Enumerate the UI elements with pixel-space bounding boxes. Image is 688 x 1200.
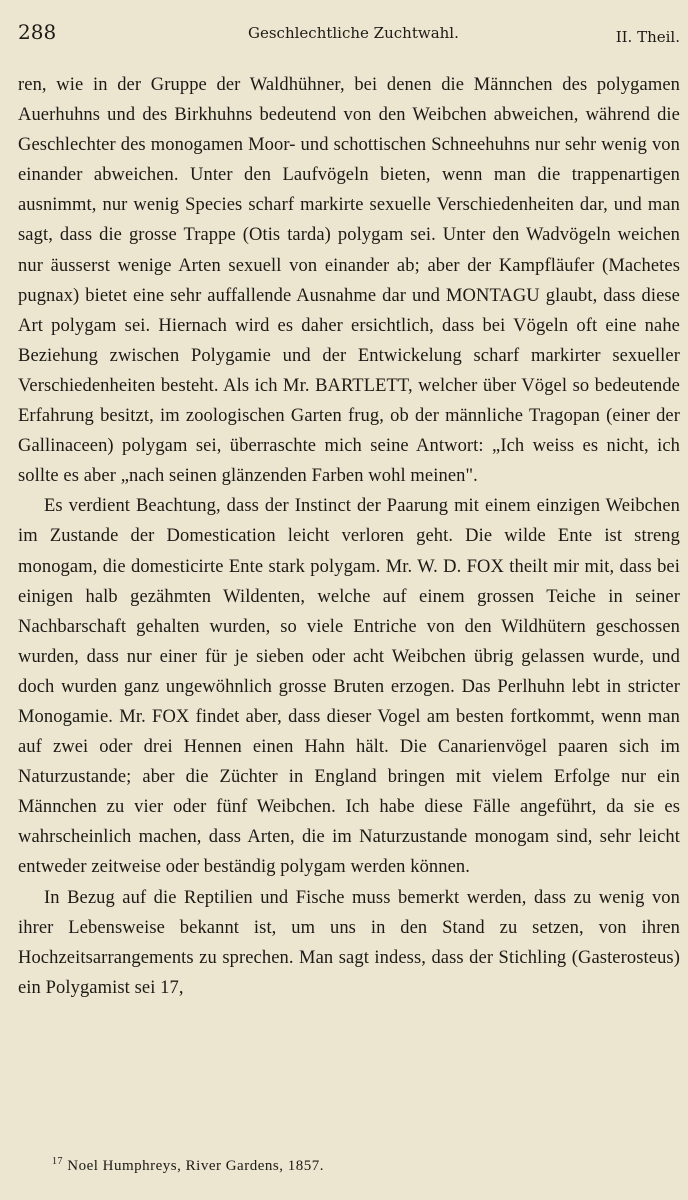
footnote-text: Noel Humphreys, River Gardens, 1857. xyxy=(67,1158,324,1174)
part-label: II. Theil. xyxy=(615,28,680,46)
page-number: 288 xyxy=(18,20,57,44)
footnote-marker: 17 xyxy=(52,1156,63,1167)
page-header xyxy=(18,20,680,50)
paragraph-3: In Bezug auf die Reptilien und Fische muss bemerkt werden, dass zu wenig von ihrer Lebensweise bekannt ist, um uns in den Stand zu setzen, von ihren Hochzeitsarrangements zu sprechen. Man sagt indess, dass der Stichling (Gasterosteus) ein Polygamist sei 17, xyxy=(18,887,680,998)
footnote xyxy=(52,1156,324,1175)
paragraph-2: Es verdient Beachtung, dass der Instinct der Paarung mit einem einzigen Weibchen im Zustande der Domestication leicht verloren geht. Die wilde Ente ist streng monogam, die domesticirte Ente stark polygam. Mr. W. D. FOX theilt mir mit, dass bei einigen halb gezähmten Wildenten, welche auf einem grossen Teiche in seiner Nachbarschaft gehalten wurden, so viele Entriche von den Wildhütern geschossen wurden, dass nur einer für je sieben oder acht Weibchen übrig gelassen wurde, und doch wurden ganz ungewöhnlich grosse Bruten erzogen. Das Perlhuhn lebt in stricter Monogamie. Mr. FOX findet aber, dass dieser Vogel am besten fortkommt, wenn man auf zwei oder drei Hennen einen Hahn hält. Die Canarienvögel paaren sich im Naturzustande; aber die Züchter in England bringen mit vielem Erfolge nur ein Männchen zu vier oder fünf Weibchen. Ich habe diese Fälle angeführt, da sie es wahrscheinlich machen, dass Arten, die im Naturzustande monogam sind, sehr leicht entweder zeitweise oder beständig polygam werden können. xyxy=(18,496,680,878)
running-title: Geschlechtliche Zuchtwahl. xyxy=(248,24,459,42)
paragraph-1: ren, wie in der Gruppe der Waldhühner, bei denen die Männchen des polygamen Auerhuhns und des Birkhuhns bedeutend von den Weibchen abweichen, während die Geschlechter des monogamen Moor- und schottischen Schneehuhns nur sehr wenig von einander abweichen. Unter den Laufvögeln bieten, wenn man die trappenartigen ausnimmt, nur wenig Species scharf markirte sexuelle Verschiedenheiten dar, und man sagt, dass die grosse Trappe (Otis tarda) polygam sei. Unter den Wadvögeln weichen nur äusserst wenige Arten sexuell von einander ab; aber der Kampfläufer (Machetes pugnax) bietet eine sehr auffallende Ausnahme dar und MONTAGU glaubt, dass diese Art polygam sei. Hiernach wird es daher ersichtlich, dass bei Vögeln oft eine nahe Beziehung zwischen Polygamie und der Entwickelung scharf markirter sexueller Verschiedenheiten besteht. Als ich Mr. BARTLETT, welcher über Vögel so bedeutende Erfahrung besitzt, im zoologischen Garten frug, ob der männliche Tragopan (einer der Gallinaceen) polygam sei, überraschte mich seine Antwort: „Ich weiss es nicht, ich sollte es aber „nach seinen glänzenden Farben wohl meinen". xyxy=(18,75,680,487)
body-text xyxy=(18,70,680,1003)
